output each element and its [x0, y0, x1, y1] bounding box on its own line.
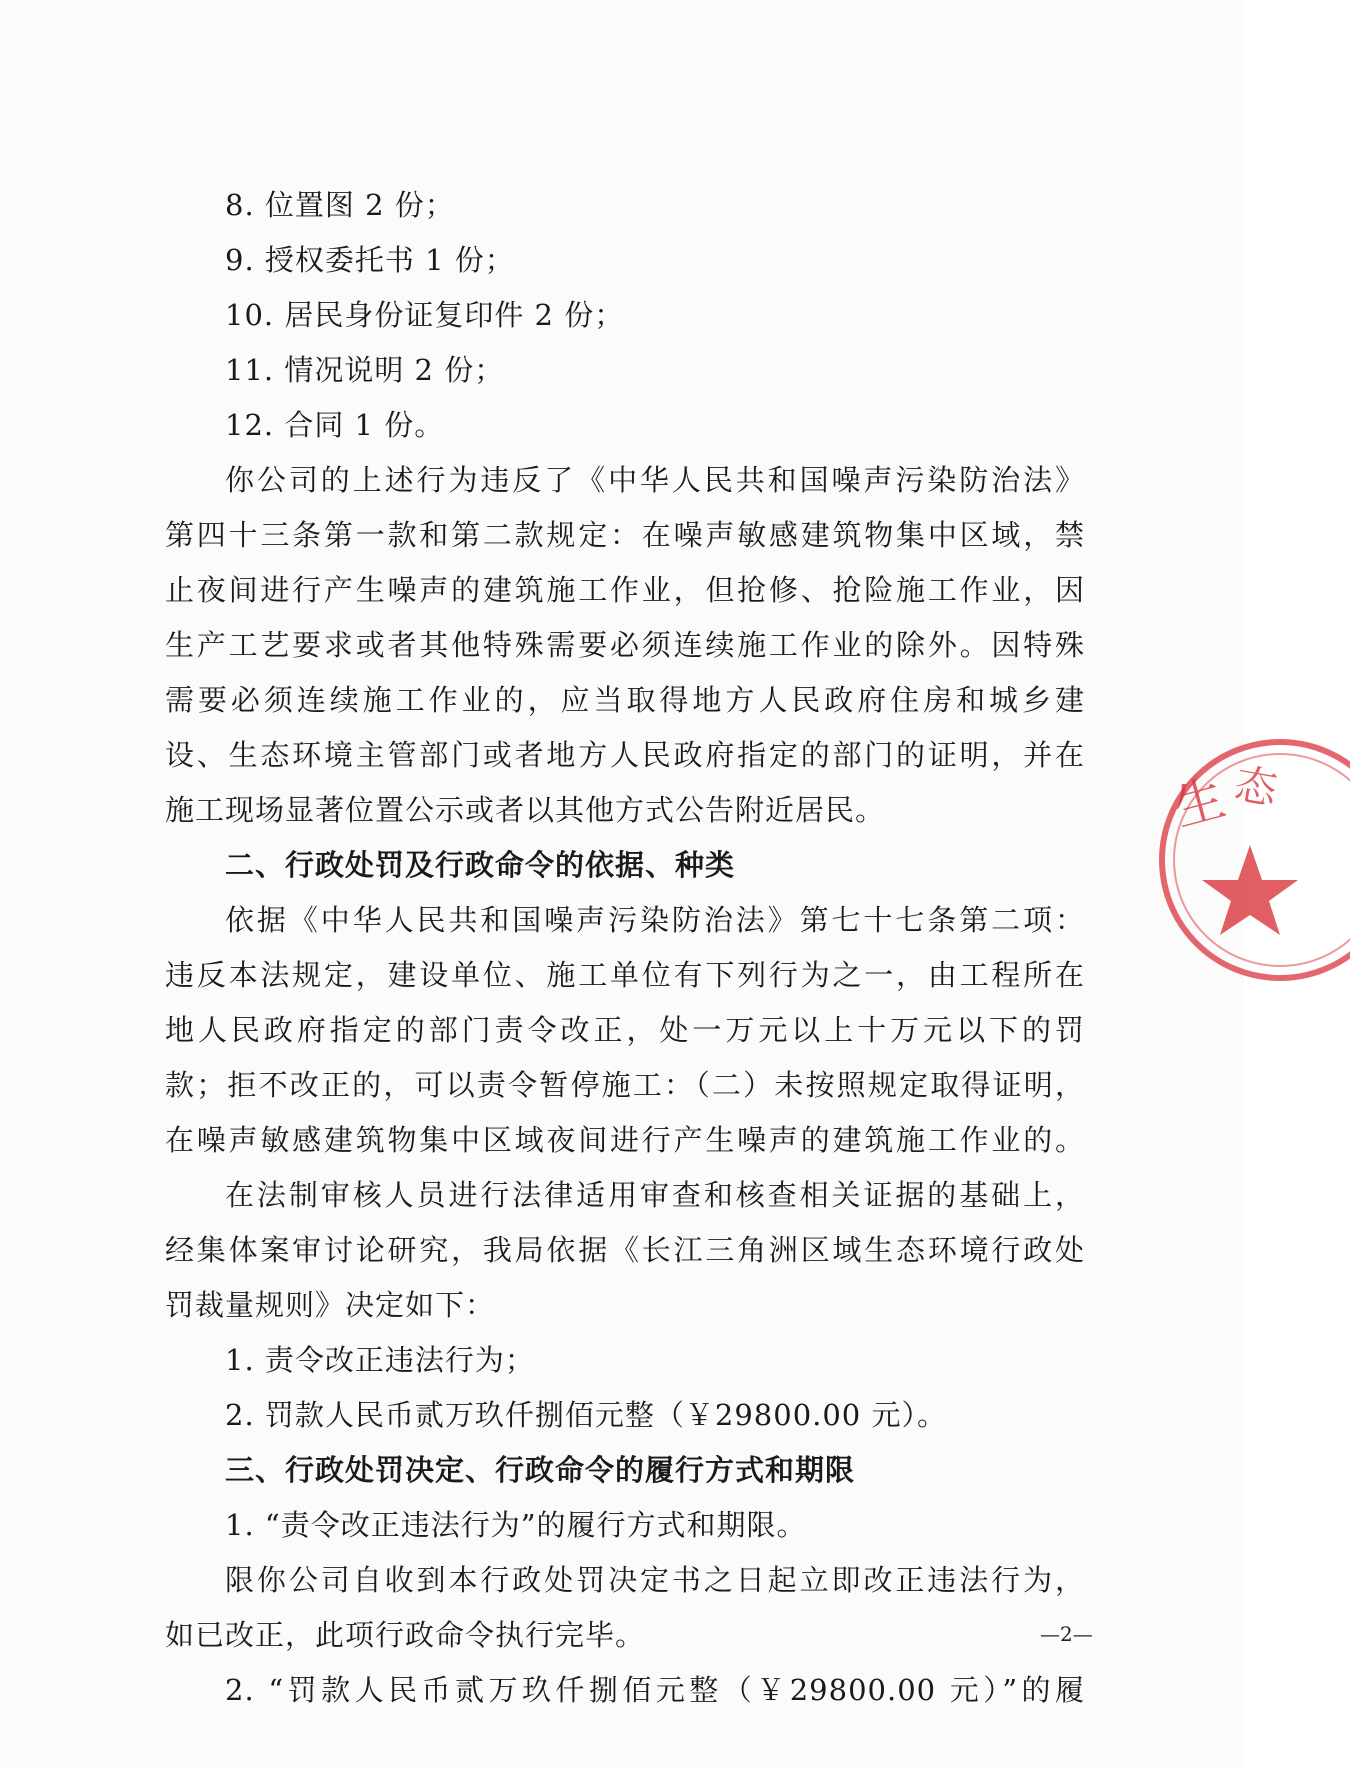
paragraph-line: 2. “罚款人民币贰万玖仟捌佰元整（￥29800.00 元）”的履	[225, 1673, 1085, 1707]
paragraph-line: 需要必须连续施工作业的，应当取得地方人民政府住房和城乡建	[165, 683, 1085, 717]
paragraph-line: 止夜间进行产生噪声的建筑施工作业，但抢修、抢险施工作业，因	[165, 573, 1085, 607]
paragraph-line: 生产工艺要求或者其他特殊需要必须连续施工作业的除外。因特殊	[165, 628, 1085, 662]
list-item: 9. 授权委托书 1 份；	[225, 243, 515, 277]
paragraph-line: 依据《中华人民共和国噪声污染防治法》第七十七条第二项：	[225, 903, 1085, 937]
svg-text:生: 生	[1167, 768, 1232, 838]
page-number: —2—	[1040, 1622, 1093, 1646]
official-seal	[1150, 745, 1350, 985]
paragraph-line: 你公司的上述行为违反了《中华人民共和国噪声污染防治法》	[225, 463, 1085, 497]
paragraph-line: 地人民政府指定的部门责令改正，处一万元以上十万元以下的罚	[165, 1013, 1085, 1047]
list-item: 2. 罚款人民币贰万玖仟捌佰元整（￥29800.00 元）。	[225, 1398, 947, 1432]
paragraph-line: 设、生态环境主管部门或者地方人民政府指定的部门的证明，并在	[165, 738, 1085, 772]
paragraph-line: 第四十三条第一款和第二款规定：在噪声敏感建筑物集中区域，禁	[165, 518, 1085, 552]
list-item: 10. 居民身份证复印件 2 份；	[225, 298, 625, 332]
list-item: 11. 情况说明 2 份；	[225, 353, 505, 387]
list-item: 12. 合同 1 份。	[225, 408, 445, 442]
paragraph-line: 施工现场显著位置公示或者以其他方式公告附近居民。	[165, 793, 886, 827]
paragraph-line: 经集体案审讨论研究，我局依据《长江三角洲区域生态环境行政处	[165, 1233, 1085, 1267]
paragraph-line: 违反本法规定，建设单位、施工单位有下列行为之一，由工程所在	[165, 958, 1085, 992]
paragraph-line: 在法制审核人员进行法律适用审查和核查相关证据的基础上，	[225, 1178, 1085, 1212]
svg-text:态: 态	[1230, 758, 1281, 815]
paragraph-line: 限你公司自收到本行政处罚决定书之日起立即改正违法行为，	[225, 1563, 1085, 1597]
list-item: 8. 位置图 2 份；	[225, 188, 455, 222]
section-heading: 三、行政处罚决定、行政命令的履行方式和期限	[225, 1453, 856, 1487]
paragraph-line: 在噪声敏感建筑物集中区域夜间进行产生噪声的建筑施工作业的。	[165, 1123, 1085, 1157]
section-heading: 二、行政处罚及行政命令的依据、种类	[225, 848, 736, 882]
document-body	[165, 178, 1085, 1718]
paragraph-line: 款；拒不改正的，可以责令暂停施工：（二）未按照规定取得证明，	[165, 1068, 1085, 1102]
list-item: 1. 责令改正违法行为；	[225, 1343, 535, 1377]
list-item: 1. “责令改正违法行为”的履行方式和期限。	[225, 1508, 807, 1542]
paragraph-line: 罚裁量规则》决定如下：	[165, 1288, 496, 1322]
paragraph-line: 如已改正，此项行政命令执行完毕。	[165, 1618, 646, 1652]
